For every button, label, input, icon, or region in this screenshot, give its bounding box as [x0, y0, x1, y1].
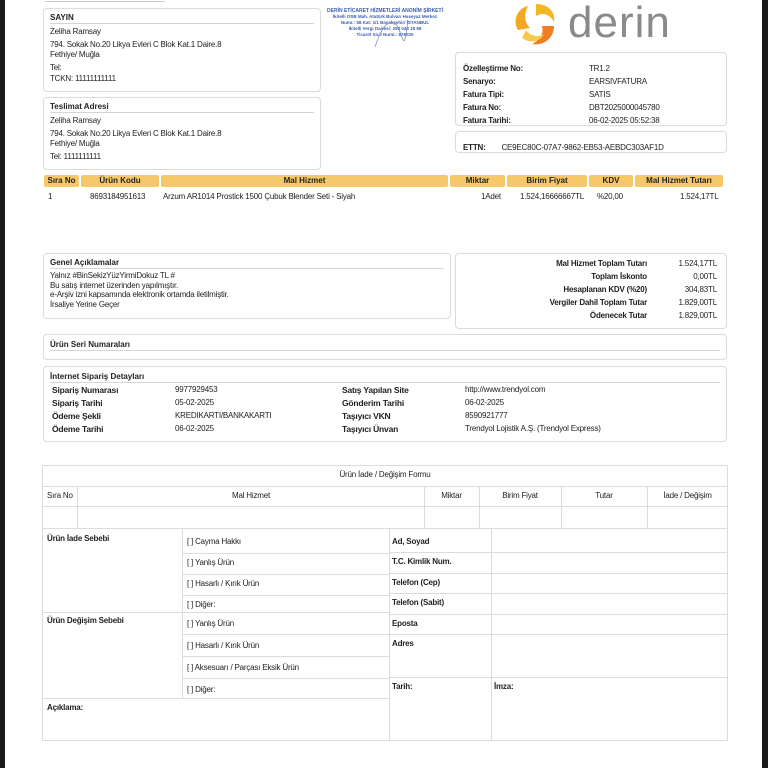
buyer-tel: Tel:: [50, 62, 62, 72]
ettn-label: ETTN:: [463, 143, 486, 152]
row-tutar: 1.524,17TL: [680, 192, 719, 201]
meta-label: Özelleştirme No:: [463, 64, 523, 73]
divider: [182, 553, 389, 554]
date-label: Tarih:: [392, 682, 413, 691]
stamp-line: İkitelli Vergi Dairesi: 293 048 18 96: [348, 26, 422, 31]
totals-value: 1.829,00TL: [678, 311, 717, 320]
notes-title: Genel Açıklamalar: [50, 258, 444, 269]
rf-col-birim-fiyat: Birim Fiyat: [502, 491, 538, 500]
totals-label: Toplam İskonto: [591, 272, 647, 281]
meta-row: [463, 110, 719, 123]
delivery-address-1: 794. Sokak No.20 Likya Evleri C Blok Kat.1 Daire.8: [50, 128, 222, 138]
order-label: Taşıyıcı Ünvan: [342, 424, 399, 434]
totals-value: 304,83TL: [684, 285, 717, 294]
divider: [479, 486, 480, 528]
logo-text: derin: [568, 0, 671, 47]
order-value: http://www.trendyol.com: [465, 385, 546, 394]
totals-row: [463, 298, 719, 311]
signature-label: İmza:: [494, 682, 514, 691]
invoice-page: [5, 0, 762, 768]
order-details-box: [43, 366, 727, 442]
delivery-address-2: Fethiye/ Muğla: [50, 138, 100, 148]
exchange-reason-checkbox[interactable]: [ ] Hasarlı / Kırık Ürün: [187, 641, 260, 650]
form-field-input[interactable]: [492, 553, 727, 572]
row-kdv: %20,00: [597, 192, 623, 201]
divider: [182, 574, 389, 575]
divider: [389, 552, 728, 553]
buyer-title: SAYIN: [50, 13, 314, 24]
rf-col-iade-degisim: İade / Değişim: [663, 491, 712, 500]
divider: [424, 486, 425, 528]
ettn-value: CE9EC80C-07A7-9862-EB53-AEBDC303AF1D: [501, 143, 664, 152]
form-field-label: T.C. Kimlik Num.: [392, 557, 452, 566]
order-value: Trendyol Lojistik A.Ş. (Trendyol Express): [465, 424, 601, 433]
row-miktar: 1Adet: [481, 192, 501, 201]
exchange-reason-checkbox[interactable]: [ ] Yanlış Ürün: [187, 619, 234, 628]
buyer-tckn: TCKN: 11111111111: [50, 74, 116, 83]
buyer-address-1: 794. Sokak No.20 Likya Evleri C Blok Kat.1 Daire.8: [50, 39, 222, 49]
divider: [42, 486, 728, 487]
totals-value: 1.524,17TL: [678, 259, 717, 268]
form-field-input[interactable]: [492, 574, 727, 593]
exchange-reason-label: Ürün Değişim Sebebi: [47, 616, 124, 625]
delivery-box: [43, 97, 321, 170]
stamp-line: Ticaret Sicil Numr.: 876020: [356, 32, 414, 37]
return-form-title: Ürün İade / Değişim Formu: [339, 470, 431, 479]
meta-value: SATIS: [589, 90, 611, 99]
meta-value: TR1.2: [589, 64, 610, 73]
divider: [389, 614, 728, 615]
rf-col-mal-hizmet: Mal Hizmet: [231, 491, 270, 500]
totals-label: Hesaplanan KDV (%20): [563, 285, 647, 294]
notes-line: İrsaliye Yerine Geçer: [50, 299, 120, 309]
ettn-box: [455, 131, 727, 153]
return-reason-checkbox[interactable]: [ ] Yanlış Ürün: [187, 558, 234, 567]
meta-row: [463, 58, 719, 71]
row-urun-kodu: 8693184951613: [90, 192, 146, 201]
buyer-address-2: Fethiye/ Muğla: [50, 49, 100, 59]
meta-label: Fatura No:: [463, 103, 502, 112]
stamp-line: DERİN ETİCARET HİZMETLERİ ANONİM ŞİRKETİ: [327, 8, 443, 14]
meta-row: [463, 71, 719, 84]
totals-row: [463, 285, 719, 298]
rf-col-miktar: Miktar: [441, 491, 462, 500]
meta-label: Senaryo:: [463, 77, 496, 86]
totals-value: 1.829,00TL: [678, 298, 717, 307]
invoice-meta-box: [455, 52, 727, 126]
col-header-kdv: KDV: [589, 175, 633, 187]
totals-row: [463, 272, 719, 285]
meta-value: EARSIVFATURA: [589, 77, 647, 86]
divider: [42, 506, 728, 507]
totals-row: [463, 259, 719, 272]
buyer-name: Zeliha Ramsay: [50, 27, 101, 36]
return-reason-label: Ürün İade Sebebi: [47, 534, 110, 543]
totals-row: [463, 311, 719, 324]
invoice-meta-rows: [463, 58, 719, 123]
order-grid: [50, 385, 720, 437]
divider: [42, 528, 728, 529]
order-label: Ödeme Tarihi: [52, 424, 104, 434]
company-stamp: [320, 8, 450, 56]
order-label: Sipariş Tarihi: [52, 398, 103, 408]
form-field-input[interactable]: [492, 635, 727, 675]
derin-logo: [510, 0, 685, 48]
form-field-label: Eposta: [392, 619, 418, 628]
divider: [182, 678, 389, 679]
description-label: Açıklama:: [47, 703, 83, 712]
divider: [647, 486, 648, 528]
order-value: 06-02-2025: [175, 424, 214, 433]
divider: [389, 573, 728, 574]
meta-row: [463, 84, 719, 97]
order-value: KREDIKARTI/BANKAKARTI: [175, 411, 272, 420]
divider: [42, 698, 389, 699]
row-sira: 1: [48, 192, 53, 201]
notes-line: e-Arşiv izni kapsamında elektronik ortamda iletilmiştir.: [50, 290, 229, 299]
divider: [42, 612, 182, 613]
divider: [389, 593, 728, 594]
col-header-tutar: Mal Hizmet Tutarı: [635, 175, 723, 187]
form-field-label: Telefon (Cep): [392, 578, 440, 587]
derin-swirl-icon: [510, 0, 562, 48]
divider: [182, 634, 389, 635]
totals-rows: [463, 259, 719, 324]
order-label: Sipariş Numarası: [52, 385, 119, 395]
meta-row: [463, 97, 719, 110]
meta-value: DBT2025000045780: [589, 103, 660, 112]
meta-label: Fatura Tipi:: [463, 90, 505, 99]
order-label: Satış Yapılan Site: [342, 385, 409, 395]
order-value: 05-02-2025: [175, 398, 214, 407]
rf-col-sira: Sıra No: [47, 491, 73, 500]
exchange-reason-checkbox[interactable]: [ ] Aksesuarı / Parçası Eksik Ürün: [187, 663, 299, 672]
row-birim-fiyat: 1.524,16666667TL: [520, 192, 584, 201]
divider: [182, 595, 389, 596]
delivery-tel: Tel: 1111111111: [50, 151, 101, 161]
col-header-mal-hizmet: Mal Hizmet: [161, 175, 448, 187]
order-title: İnternet Sipariş Detayları: [50, 372, 720, 383]
order-value: 9977929453: [175, 385, 218, 394]
serial-numbers-box: [43, 334, 727, 360]
divider: [389, 634, 728, 635]
notes-line: Bu satış internet üzerinden yapılmıştır.: [50, 280, 179, 290]
col-header-miktar: Miktar: [450, 175, 505, 187]
top-cutoff-line: [45, 0, 165, 2]
delivery-name: Zeliha Ramsay: [50, 116, 101, 125]
totals-value: 0,00TL: [693, 272, 717, 281]
meta-value: 06-02-2025 05:52:38: [589, 116, 660, 125]
return-reason-checkbox[interactable]: [ ] Hasarlı / Kırık Ürün: [187, 579, 260, 588]
divider: [561, 486, 562, 528]
meta-label: Fatura Tarihi:: [463, 116, 511, 125]
stamp-line: Numr.: 58 Kat: 1/1 Başakşehir/ İSTANBUL: [340, 20, 430, 25]
general-notes-box: [43, 253, 451, 319]
form-field-input[interactable]: [492, 533, 727, 552]
notes-line: Yalnız #BinSekizYüzYirmiDokuz TL #: [50, 271, 175, 280]
totals-box: [455, 253, 727, 329]
totals-label: Mal Hizmet Toplam Tutarı: [556, 259, 647, 268]
order-label: Gönderim Tarihi: [342, 398, 405, 408]
totals-label: Ödenecek Tutar: [589, 311, 647, 320]
divider: [389, 677, 728, 678]
divider: [182, 612, 389, 613]
stamp-line: İkitelli OSB Mah. Atatürk Bulvarı Haseyaz Merkez: [332, 14, 438, 19]
signature-scribble-icon: [370, 12, 410, 52]
order-label: Ödeme Şekli: [52, 411, 101, 421]
order-label: Taşıyıcı VKN: [342, 411, 391, 421]
order-value: 06-02-2025: [465, 398, 504, 407]
form-field-input[interactable]: [492, 594, 727, 613]
exchange-reason-checkbox[interactable]: [ ] Diğer:: [187, 685, 216, 694]
divider: [182, 656, 389, 657]
col-header-sira: Sıra No: [44, 175, 79, 187]
totals-label: Vergiler Dahil Toplam Tutar: [549, 298, 647, 307]
form-field-label: Ad, Soyad: [392, 537, 430, 546]
col-header-urun-kodu: Ürün Kodu: [81, 175, 159, 187]
serials-title: Ürün Seri Numaraları: [50, 340, 720, 351]
divider: [77, 486, 78, 528]
buyer-box: [43, 8, 321, 92]
row-mal-hizmet: Arzum AR1014 Prostick 1500 Çubuk Blender Seti - Siyah: [163, 192, 356, 201]
col-header-birim-fiyat: Birim Fiyat: [507, 175, 587, 187]
order-value: 8590921777: [465, 411, 508, 420]
rf-col-tutar: Tutar: [595, 491, 613, 500]
form-field-label: Telefon (Sabit): [392, 598, 444, 607]
delivery-title: Teslimat Adresi: [50, 102, 314, 113]
return-reason-checkbox[interactable]: [ ] Cayma Hakkı: [187, 537, 241, 546]
return-reason-checkbox[interactable]: [ ] Diğer:: [187, 600, 216, 609]
form-field-input[interactable]: [492, 615, 727, 634]
form-field-label: Adres: [392, 639, 414, 648]
